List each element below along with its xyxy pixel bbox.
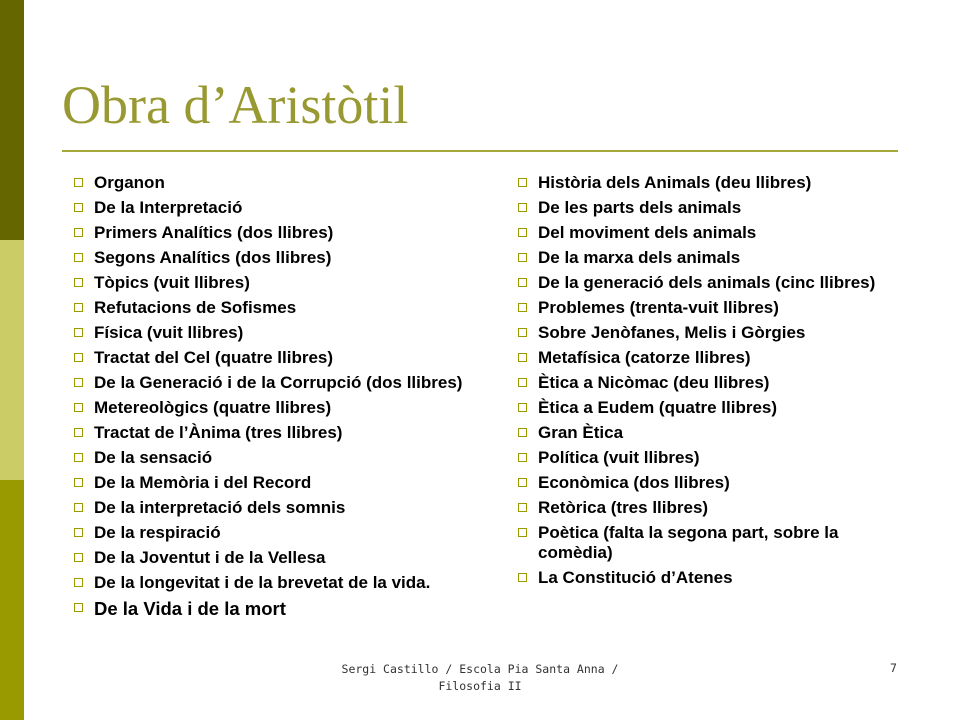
list-item: Primers Analítics (dos llibres) xyxy=(74,220,474,245)
square-bullet-icon xyxy=(74,228,83,237)
list-item: Metafísica (catorze llibres) xyxy=(518,345,898,370)
page-number: 7 xyxy=(890,661,897,675)
list-item: De la longevitat i de la brevetat de la vida. xyxy=(74,570,474,595)
square-bullet-icon xyxy=(74,553,83,562)
title-divider xyxy=(62,150,898,152)
square-bullet-icon xyxy=(74,453,83,462)
square-bullet-icon xyxy=(74,478,83,487)
square-bullet-icon xyxy=(74,503,83,512)
square-bullet-icon xyxy=(518,328,527,337)
square-bullet-icon xyxy=(518,428,527,437)
list-item: Ètica a Eudem (quatre llibres) xyxy=(518,395,898,420)
square-bullet-icon xyxy=(518,228,527,237)
list-item: Sobre Jenòfanes, Melis i Gòrgies xyxy=(518,320,898,345)
list-item: De la Joventut i de la Vellesa xyxy=(74,545,474,570)
list-item: Problemes (trenta-vuit llibres) xyxy=(518,295,898,320)
list-item: Gran Ètica xyxy=(518,420,898,445)
list-item: Física (vuit llibres) xyxy=(74,320,474,345)
list-item: Història dels Animals (deu llibres) xyxy=(518,170,898,195)
square-bullet-icon xyxy=(74,528,83,537)
list-item: Política (vuit llibres) xyxy=(518,445,898,470)
right-works-list xyxy=(518,170,898,590)
square-bullet-icon xyxy=(74,578,83,587)
square-bullet-icon xyxy=(518,403,527,412)
square-bullet-icon xyxy=(518,178,527,187)
square-bullet-icon xyxy=(518,528,527,537)
slide-footer: Sergi Castillo / Escola Pia Santa Anna / Filosofia II xyxy=(341,662,619,693)
list-item: Tractat de l’Ànima (tres llibres) xyxy=(74,420,474,445)
list-item: Ètica a Nicòmac (deu llibres) xyxy=(518,370,898,395)
list-item: Metereològics (quatre llibres) xyxy=(74,395,474,420)
square-bullet-icon xyxy=(74,603,83,612)
list-item: Segons Analítics (dos llibres) xyxy=(74,245,474,270)
square-bullet-icon xyxy=(74,378,83,387)
list-item: Del moviment dels animals xyxy=(518,220,898,245)
list-item: Poètica (falta la segona part, sobre la comèdia) xyxy=(518,523,898,563)
square-bullet-icon xyxy=(518,278,527,287)
list-item: De la Vida i de la mort xyxy=(74,595,474,622)
square-bullet-icon xyxy=(518,503,527,512)
square-bullet-icon xyxy=(74,328,83,337)
list-item: De la generació dels animals (cinc llibres) xyxy=(518,270,898,295)
list-item: Tractat del Cel (quatre llibres) xyxy=(74,345,474,370)
list-item: De la Generació i de la Corrupció (dos llibres) xyxy=(74,370,474,395)
sidebar-band-dark xyxy=(0,0,24,240)
list-item: La Constitució d’Atenes xyxy=(518,565,898,590)
square-bullet-icon xyxy=(74,353,83,362)
square-bullet-icon xyxy=(518,203,527,212)
square-bullet-icon xyxy=(74,178,83,187)
list-item: De la interpretació dels somnis xyxy=(74,495,474,520)
list-item: Refutacions de Sofismes xyxy=(74,295,474,320)
left-works-list xyxy=(74,170,474,622)
square-bullet-icon xyxy=(518,478,527,487)
square-bullet-icon xyxy=(518,573,527,582)
list-item: Organon xyxy=(74,170,474,195)
square-bullet-icon xyxy=(74,253,83,262)
list-item: De la marxa dels animals xyxy=(518,245,898,270)
list-item: De la respiració xyxy=(74,520,474,545)
square-bullet-icon xyxy=(74,203,83,212)
square-bullet-icon xyxy=(518,353,527,362)
list-item: De la sensació xyxy=(74,445,474,470)
square-bullet-icon xyxy=(74,278,83,287)
list-item: De la Interpretació xyxy=(74,195,474,220)
list-item: De les parts dels animals xyxy=(518,195,898,220)
square-bullet-icon xyxy=(518,378,527,387)
square-bullet-icon xyxy=(74,303,83,312)
square-bullet-icon xyxy=(518,253,527,262)
square-bullet-icon xyxy=(74,428,83,437)
list-item: Retòrica (tres llibres) xyxy=(518,495,898,520)
slide-title: Obra d’Aristòtil xyxy=(62,75,409,135)
sidebar-band-mid xyxy=(0,480,24,720)
list-item: Econòmica (dos llibres) xyxy=(518,470,898,495)
sidebar-band-light xyxy=(0,240,24,480)
list-item: De la Memòria i del Record xyxy=(74,470,474,495)
square-bullet-icon xyxy=(518,453,527,462)
square-bullet-icon xyxy=(518,303,527,312)
square-bullet-icon xyxy=(74,403,83,412)
list-item: Tòpics (vuit llibres) xyxy=(74,270,474,295)
sidebar-accent xyxy=(0,0,24,720)
